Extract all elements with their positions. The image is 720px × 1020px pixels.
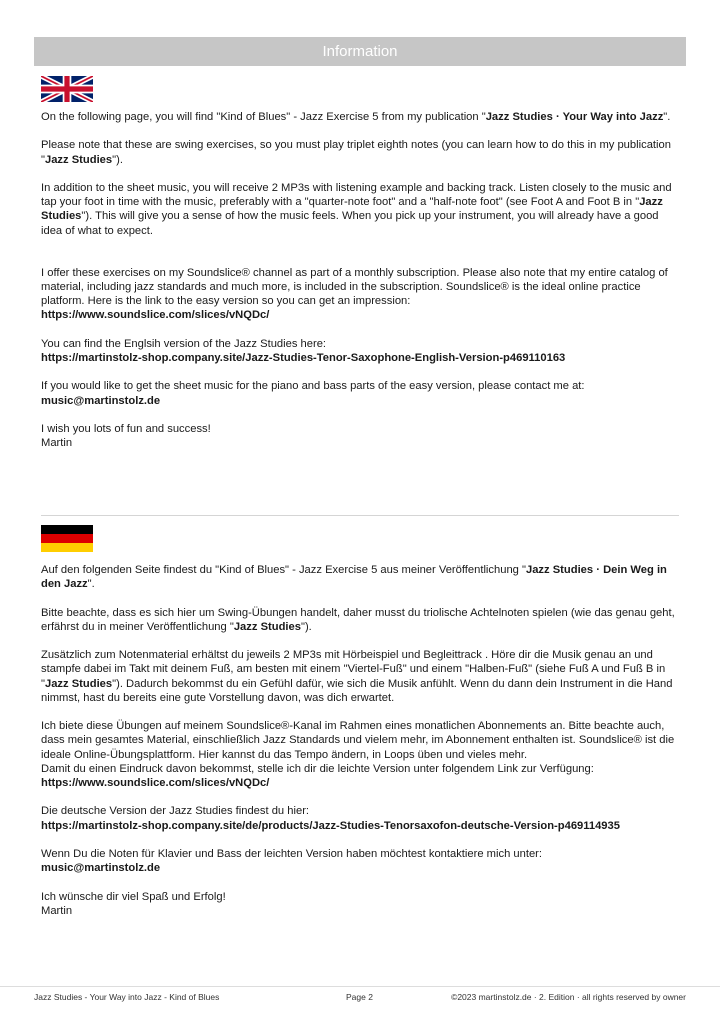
- de-paragraph-german-version: Die deutsche Version der Jazz Studies findest du hier: https://martinstolz-shop.company.site/de/products/Jazz-Studies-Tenorsaxofon-deutsche-Version-p469114935: [41, 805, 620, 832]
- de-paragraph-swing: Bitte beachte, dass es sich hier um Swing-Übungen handelt, daher musst du triolische Achtelnoten spielen (wie das genau geht, erfährst du in meiner Veröffentlichung "Jazz Studies").: [41, 606, 675, 633]
- footer-title: Jazz Studies - Your Way into Jazz - Kind of Blues: [34, 992, 220, 1002]
- en-paragraph-closing: I wish you lots of fun and success! Martin: [41, 422, 211, 450]
- en-signature: Martin: [41, 437, 73, 450]
- de-paragraph-closing: Ich wünsche dir viel Spaß und Erfolg! Martin: [41, 890, 226, 917]
- footer-divider: [0, 986, 720, 987]
- header-title: Information: [322, 43, 398, 60]
- en-paragraph-intro: On the following page, you will find "Kind of Blues" - Jazz Exercise 5 from my publication "Jazz Studies · Your Way into Jazz".: [41, 111, 671, 123]
- uk-flag-icon: [41, 76, 93, 102]
- en-paragraph-contact: If you would like to get the sheet music for the piano and bass parts of the easy version, please contact me at: music@martinstolz.de: [41, 380, 585, 407]
- de-shop-link[interactable]: https://martinstolz-shop.company.site/de/products/Jazz-Studies-Tenorsaxofon-deutsche-Version-p469114935: [41, 819, 620, 832]
- de-paragraph-contact: Wenn Du die Noten für Klavier und Bass der leichten Version haben möchtest kontaktiere mich unter: music@martinstolz.de: [41, 847, 543, 875]
- de-email-link[interactable]: music@martinstolz.de: [41, 862, 161, 875]
- en-paragraph-soundslice: I offer these exercises on my Soundslice® channel as part of a monthly subscription. Please also note that my entire catalog of material, including jazz standards and much more, is included in the subscription. Soundslice® is the ideal online practice platform. Here is the link to the easy version so you can get an impression: https://www.soundslice.com/slices/vNQDc/: [41, 266, 668, 322]
- en-soundslice-link[interactable]: https://www.soundslice.com/slices/vNQDc/: [41, 309, 270, 322]
- de-signature: Martin: [41, 904, 73, 917]
- de-paragraph-soundslice: Ich biete diese Übungen auf meinem Soundslice®-Kanal im Rahmen eines monatlichen Abonnements an. Bitte beachte auch, dass mein gesamtes Material, einschließlich Jazz Standards und vielem mehr, im Abonnement enthalten ist. Soundslice® ist die ideale Online-Übungsplattform. Hier kannst du das Tempo ändern, in Loops üben und vieles mehr. Damit du einen Eindruck davon bekommst, stelle ich dir die leichte Version unter folgendem Link zur Verfügung: https://www.soundslice.com/slices/vNQDc/: [41, 720, 675, 789]
- en-paragraph-swing: Please note that these are swing exercises, so you must play triplet eighth notes (you can learn how to do this in my publication "Jazz Studies").: [41, 139, 671, 166]
- en-email-link[interactable]: music@martinstolz.de: [41, 394, 161, 407]
- germany-flag-icon: [41, 525, 93, 552]
- en-paragraph-mp3: In addition to the sheet music, you will receive 2 MP3s with listening example and backing track. Listen closely to the music and tap your foot in time with the music, preferably with a "quarter-note foot" and a "half-note foot" (see Foot A and Foot B in "Jazz Studies"). This will give you a sense of how the music feels. When you pick up your instrument, you will already have a good idea of what to expect.: [41, 181, 672, 237]
- english-section: [41, 110, 681, 465]
- de-paragraph-intro: Auf den folgenden Seite findest du "Kind of Blues" - Jazz Exercise 5 aus meiner Veröffentlichung "Jazz Studies · Dein Weg in den Jazz".: [41, 564, 667, 591]
- en-paragraph-english-version: You can find the Englsih version of the Jazz Studies here: https://martinstolz-shop.company.site/Jazz-Studies-Tenor-Saxophone-English-Version-p469110163: [41, 337, 566, 364]
- en-shop-link[interactable]: https://martinstolz-shop.company.site/Jazz-Studies-Tenor-Saxophone-English-Version-p469110163: [41, 352, 566, 364]
- footer-copyright: ©2023 martinstolz.de · 2. Edition · all rights reserved by owner: [451, 992, 686, 1002]
- de-soundslice-link[interactable]: https://www.soundslice.com/slices/vNQDc/: [41, 777, 270, 789]
- german-section: [41, 563, 681, 932]
- de-paragraph-mp3: Zusätzlich zum Notenmaterial erhältst du jeweils 2 MP3s mit Hörbeispiel und Begleittrack . Höre dir die Musik genau an und stampfe dabei im Takt mit deinem Fuß, am besten mit einem "Viertel-Fuß" und einem "Halben-Fuß" (siehe Fuß A und Fuß B in "Jazz Studies"). Dadurch bekommst du ein Gefühl dafür, wie sich die Musik anfühlt. Wenn du dann dein Instrument in die Hand nimmst, hast du bereits eine gute Vorstellung davon, was dich erwartet.: [41, 649, 673, 704]
- info-header-bar: [34, 37, 686, 66]
- section-divider: [41, 515, 679, 516]
- footer-page-number: Page 2: [346, 992, 373, 1002]
